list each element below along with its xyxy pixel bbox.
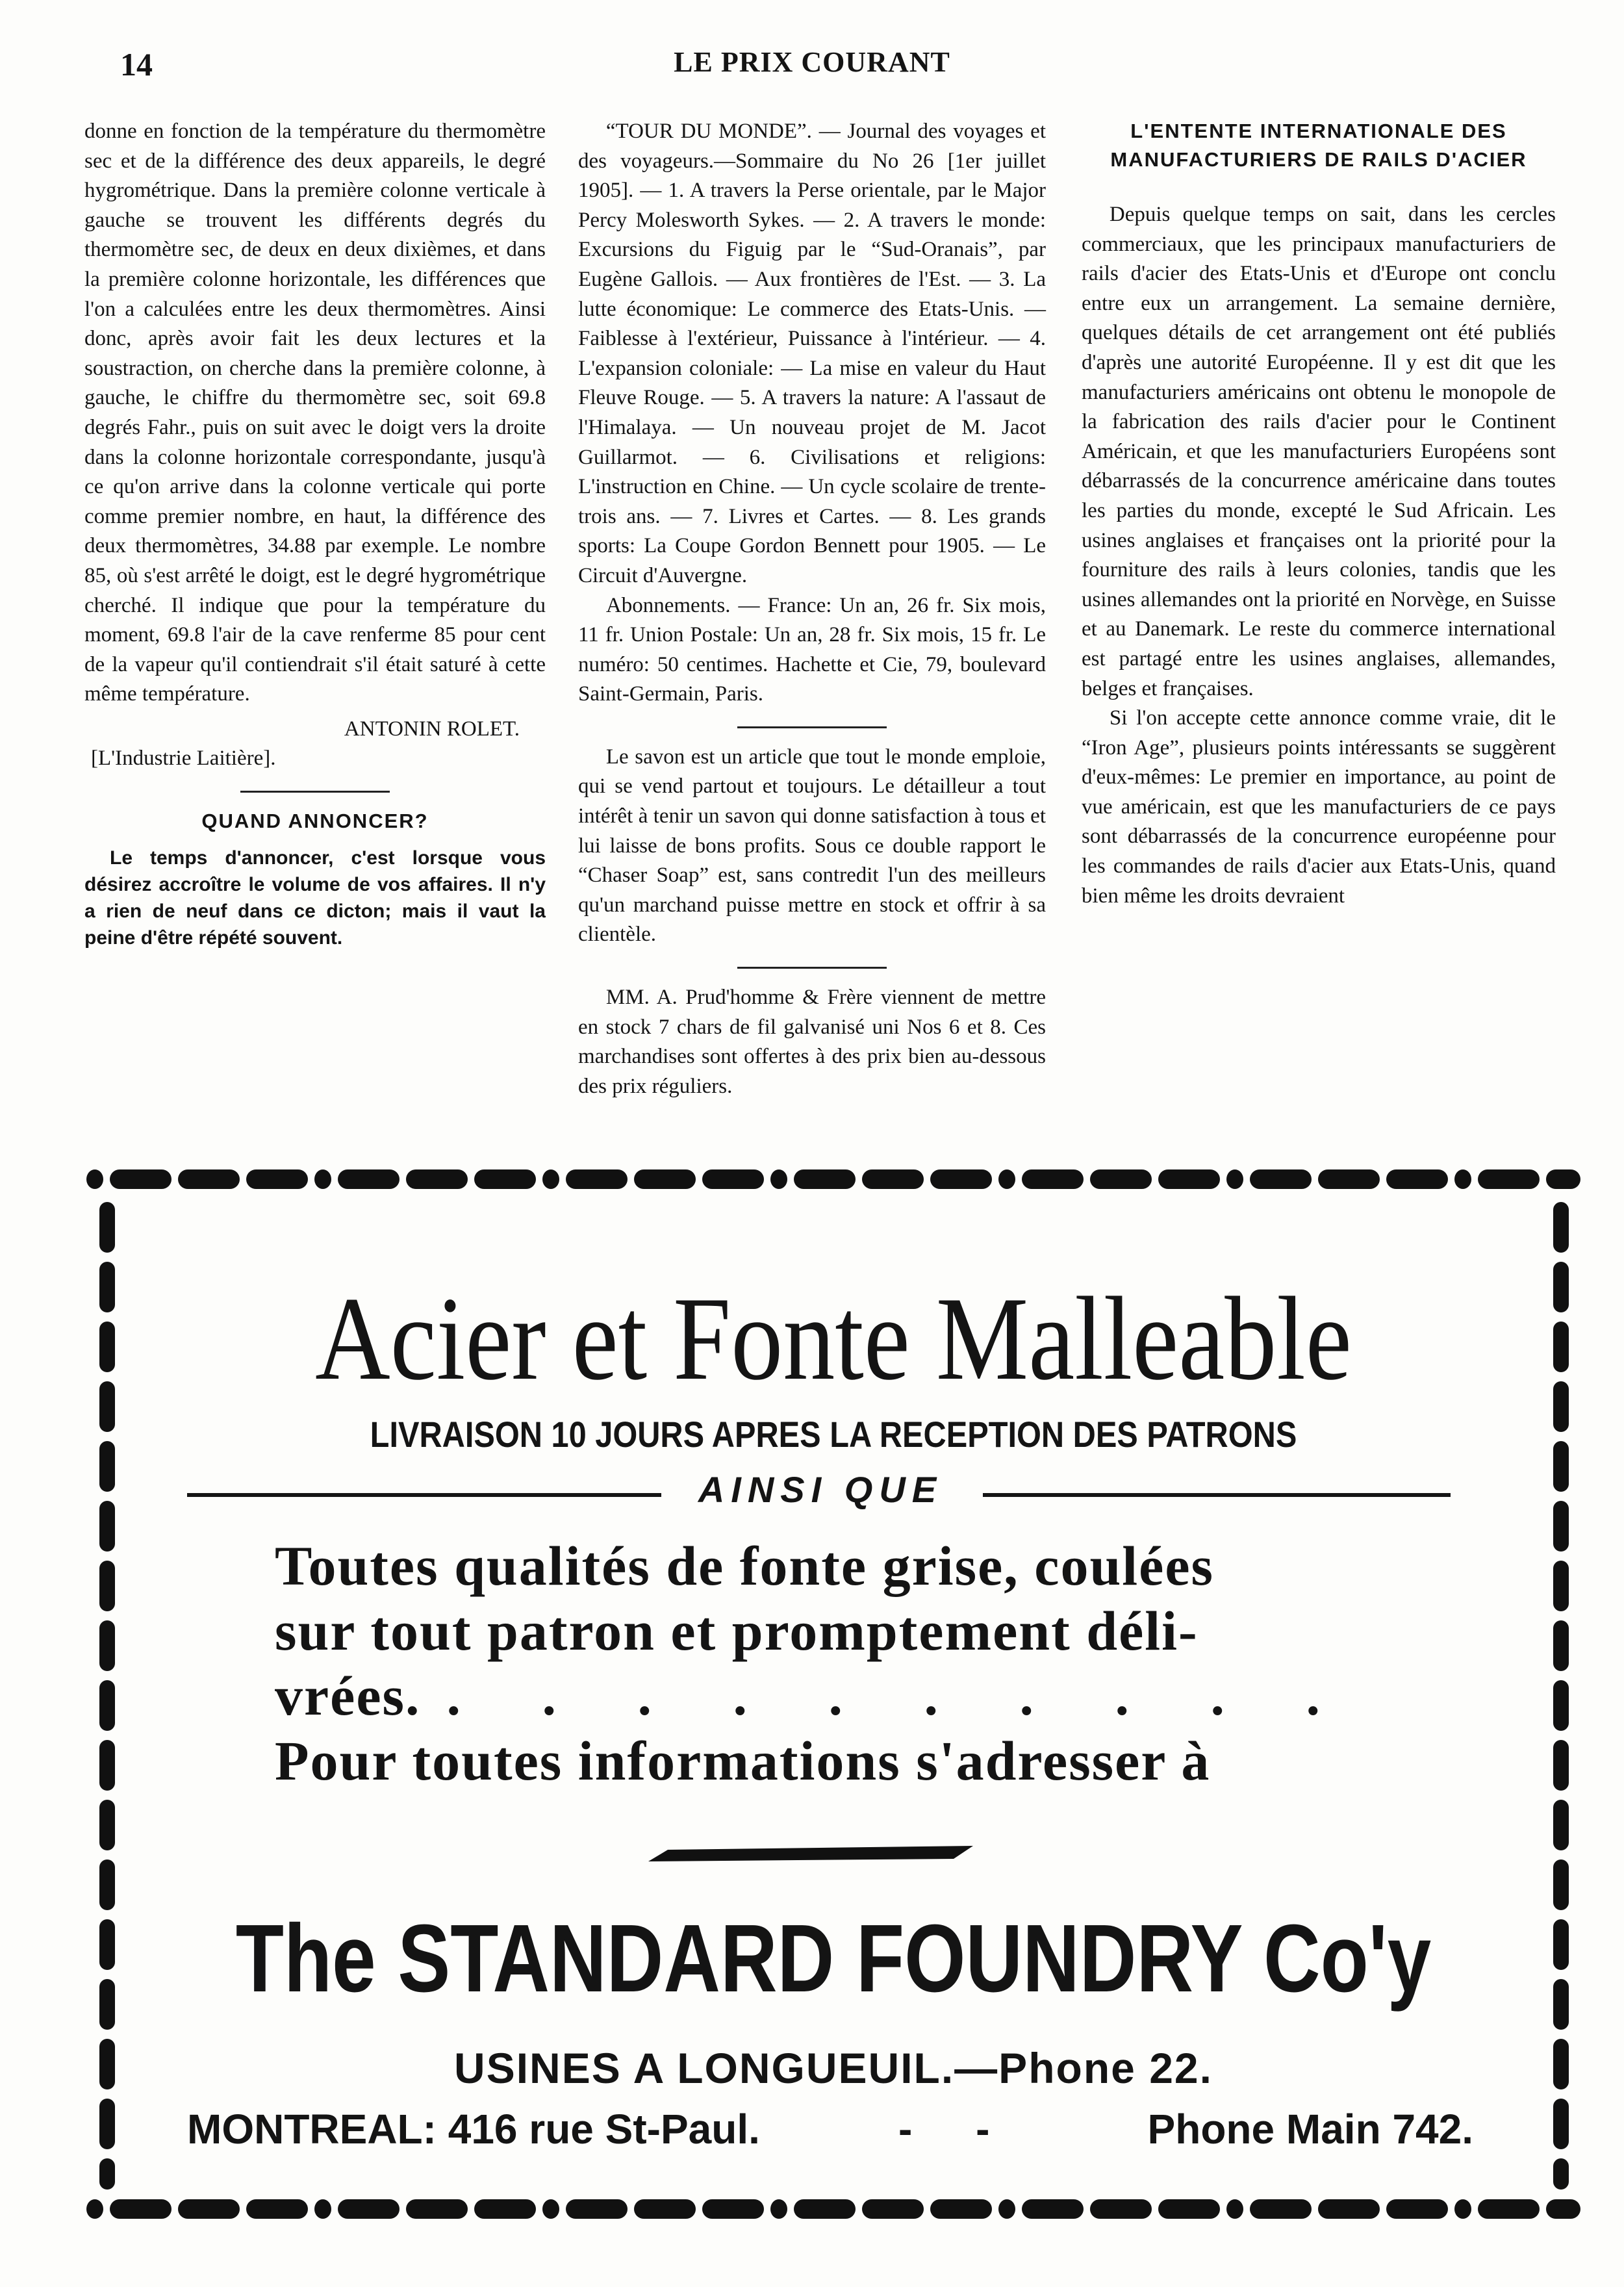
ad-body (275, 1533, 1509, 1793)
border-dash (1158, 1169, 1220, 1189)
border-dash (99, 1859, 115, 1910)
border-dash (1553, 1561, 1569, 1611)
advertisement (86, 1169, 1580, 2222)
border-dash (1553, 1262, 1569, 1312)
border-dash (246, 2199, 308, 2219)
border-dash (314, 1169, 331, 1189)
border-dash (1090, 1169, 1152, 1189)
border-dash (99, 1501, 115, 1552)
ad-company-name: The STANDARD FOUNDRY Co'y (235, 1905, 1432, 2012)
paragraph: “TOUR DU MONDE”. — Journal des voyages et des voyageurs.—Sommaire du No 26 [1er juillet 1905]. — 1. A travers la Perse orientale, par le Major Percy Molesworth Sykes. — 2. A travers le monde: Excursions du Figuig par le “Sud-Oranais”, par Eugène Gallois. — Aux frontières de l'Est. — 3. La lutte économique: Le commerce des Etats-Unis. — Faiblesse à l'extérieur, Puissance à l'intérieur. — 4. L'expansion coloniale: — La mise en valeur du Haut Fleuve Rouge. — 5. A travers la nature: A l'assaut de l'Himalaya. — Un nouveau projet de M. Jacot Guillarmot. — 6. Civilisations et religions: L'instruction en Chine. — Un cycle scolaire de trente-trois ans. — 7. Livres et Cartes. — 8. Les grands sports: La Coupe Gordon Bennett pour 1905. — Le Circuit d'Auvergne. (578, 120, 1046, 587)
border-dash (1553, 1501, 1569, 1552)
separator-rule (240, 791, 390, 793)
column-3 (1082, 117, 1556, 911)
border-dash (99, 1800, 115, 1850)
source-credit: [L'Industrie Laitière]. (91, 747, 276, 771)
separator-rule (737, 967, 887, 969)
paragraph: Le savon est un article que tout le monde emploie, qui se vend partout et toujours. Le détailleur a tout intérêt à tenir un savon qui donne satisfaction à tous et lui laisse de bons profits. Sous ce double rapport le “Chaser Soap” est, sans contredit l'un des meilleurs qu'un marchand puisse mettre en stock et offrir à sa clientèle. (578, 745, 1046, 947)
border-dash (1318, 1169, 1380, 1189)
running-title: LE PRIX COURANT (674, 46, 950, 78)
border-dash (1478, 1169, 1540, 1189)
border-dash (1553, 1740, 1569, 1791)
border-dash (99, 1441, 115, 1492)
page-number: 14 (120, 46, 153, 83)
ad-phone: Phone Main 742. (1147, 2106, 1473, 2153)
paragraph: donne en fonction de la température du thermomètre sec et de la différence des deux appareils, le degré hygrométrique. Dans la première colonne verticale à gauche se trouvent les différents degrés du thermomètre sec, de deux en deux dixièmes, et dans la première colonne horizontale, les différences que l'on a calculées entre les deux thermomètres. Ainsi donc, après avoir fait les deux lectures et la soustraction, on cherche dans la première colonne, à gauche, le chiffre du thermomètre sec, soit 69.8 degrés Fahr., puis on suit avec le doigt vers la droite dans la colonne horizontale correspondante, jusqu'à ce qu'on arrive dans la colonne verticale qui porte comme premier nombre, en haut, la différence des deux thermomètres, 34.88 par exemple. Le nombre 85, où s'est arrêté le doigt, est le degré hygrométrique cherché. Il indique que pour la température du moment, 69.8 l'air de la cave renferme 85 pour cent de la vapeur qu'il contiendrait s'il était saturé à cette même température. (84, 120, 546, 706)
ad-body-line: sur tout patron et promptement déli- (275, 1600, 1199, 1662)
border-dash (1553, 1441, 1569, 1492)
border-dash (566, 1169, 628, 1189)
border-dash (1553, 1979, 1569, 2030)
border-dash (1226, 2199, 1243, 2219)
ad-contact-line: Pour toutes informations s'adresser à (275, 1730, 1211, 1792)
border-dash (1553, 1620, 1569, 1671)
ad-works-line: USINES A LONGUEUIL.—Phone 22. (454, 2044, 1213, 2092)
section-text: Le temps d'annoncer, c'est lorsque vous désirez accroître le volume de vos affaires. Il n'y a rien de neuf dans ce dicton; mais il vaut la peine d'être répété souvent. (84, 847, 546, 949)
border-dash (1454, 2199, 1471, 2219)
paragraph: Si l'on accepte cette annonce comme vraie, dit le “Iron Age”, plusieurs points intéressants se suggèrent d'eux-mêmes: Le premier en importance, au point de vue américain, est que les manufacturiers de ce pays sont débarrassés de la concurrence européenne pour les commandes de rails d'acier aux Etats-Unis, quand bien même les droits devraient (1082, 706, 1556, 908)
border-dash (246, 1169, 308, 1189)
border-dash (1386, 1169, 1448, 1189)
section-heading: QUAND ANNONCER? (201, 810, 429, 833)
border-dash (862, 1169, 924, 1189)
border-dash (542, 1169, 559, 1189)
border-dash (474, 1169, 536, 1189)
ad-headline: Acier et Fonte Malleable (315, 1272, 1352, 1405)
border-dash (99, 1740, 115, 1791)
border-dash (634, 1169, 696, 1189)
border-dash (1090, 2199, 1152, 2219)
border-dash (1226, 1169, 1243, 1189)
border-dash (1553, 1381, 1569, 1432)
ad-body-dots: . . . . . . . . . . (446, 1665, 1354, 1727)
border-dash (1553, 1800, 1569, 1850)
border-dash (1386, 2199, 1448, 2219)
border-dash (930, 1169, 992, 1189)
border-dash (99, 1680, 115, 1731)
ad-body-line: Toutes qualités de fonte grise, coulées (275, 1535, 1214, 1597)
border-dash (1546, 1169, 1580, 1189)
border-dash (1318, 2199, 1380, 2219)
border-dash (99, 1381, 115, 1432)
border-dash (1553, 1202, 1569, 1253)
border-dash (1022, 2199, 1084, 2219)
column-1 (84, 117, 546, 951)
border-dash (1546, 2199, 1580, 2219)
border-dash (1553, 1859, 1569, 1910)
border-dash (99, 1979, 115, 2030)
border-dash (86, 2199, 103, 2219)
border-dash (178, 1169, 240, 1189)
border-dash (770, 2199, 787, 2219)
paragraph: MM. A. Prud'homme & Frère viennent de mettre en stock 7 chars de fil galvanisé uni Nos 6 et 8. Ces marchandises sont offertes à des prix bien au-dessous des prix réguliers. (578, 986, 1046, 1098)
border-dash (1553, 1680, 1569, 1731)
border-dash (338, 2199, 400, 2219)
border-dash (178, 2199, 240, 2219)
border-dash (1022, 1169, 1084, 1189)
ad-separator: - - (898, 2106, 1016, 2153)
paragraph: Depuis quelque temps on sait, dans les cercles commerciaux, que les principaux manufacturiers de rails d'acier des Etats-Unis et d'Europe ont conclu entre eux un arrangement. La semaine dernière, quelques détails de cet arrangement ont été publiés d'après une autorité Européenne. Il y est dit que les manufacturiers américains ont obtenu le monopole de la fabrication des rails d'acier pour le Continent Américain, et que les manufacturiers Européens sont débarrassés de la concurrence américaine dans toutes les parties du monde, excepté le Sud Africain. Les usines anglaises et françaises ont la priorité pour la fourniture des rails à leurs colonies, tandis que les usines allemandes ont la priorité en Norvège, en Suisse et au Danemark. Le reste du commerce international est partagé entre les usines anglaises, allemandes, belges et françaises. (1082, 203, 1556, 700)
ad-connector-row (187, 1468, 1454, 1520)
border-dash (99, 1561, 115, 1611)
border-dash (542, 2199, 559, 2219)
border-dash (99, 2158, 115, 2190)
border-dash (338, 1169, 400, 1189)
border-dash (1250, 1169, 1312, 1189)
border-dash (406, 2199, 468, 2219)
border-dash (566, 2199, 628, 2219)
column-2 (578, 117, 1046, 1101)
border-dash (1553, 1322, 1569, 1372)
border-dash (862, 2199, 924, 2219)
border-dash (99, 1919, 115, 1970)
border-dash (1454, 1169, 1471, 1189)
border-dash (702, 1169, 764, 1189)
border-dash (110, 2199, 171, 2219)
ad-body-line: vrées. (275, 1665, 421, 1727)
border-dash (99, 1262, 115, 1312)
border-dash (406, 1169, 468, 1189)
ad-delivery-line: LIVRAISON 10 JOURS APRES LA RECEPTION DES PATRONS (370, 1414, 1297, 1455)
swash-ornament (642, 1842, 980, 1868)
ad-connector: AINSI QUE (698, 1469, 943, 1510)
border-dash (1553, 2099, 1569, 2149)
border-dash (770, 1169, 787, 1189)
border-dash (110, 1169, 171, 1189)
border-dash (1553, 1919, 1569, 1970)
border-dash (86, 1169, 103, 1189)
border-dash (1250, 2199, 1312, 2219)
article-heading: L'ENTENTE INTERNATIONALE DES MANUFACTURIERS DE RAILS D'ACIER (1110, 120, 1527, 171)
ad-address: MONTREAL: 416 rue St-Paul. (187, 2106, 760, 2153)
border-dash (1553, 2158, 1569, 2190)
border-dash (474, 2199, 536, 2219)
border-dash (1158, 2199, 1220, 2219)
border-dash (1478, 2199, 1540, 2219)
border-dash (702, 2199, 764, 2219)
border-dash (930, 2199, 992, 2219)
author-byline: ANTONIN ROLET. (344, 717, 520, 741)
border-dash (634, 2199, 696, 2219)
separator-rule (737, 726, 887, 728)
border-dash (998, 1169, 1015, 1189)
border-dash (794, 2199, 856, 2219)
border-dash (99, 1202, 115, 1253)
border-dash (794, 1169, 856, 1189)
border-dash (99, 2099, 115, 2149)
border-dash (99, 1322, 115, 1372)
border-dash (998, 2199, 1015, 2219)
border-dash (314, 2199, 331, 2219)
border-dash (99, 1620, 115, 1671)
paragraph: Abonnements. — France: Un an, 26 fr. Six mois, 11 fr. Union Postale: Un an, 28 fr. Six mois, 15 fr. Le numéro: 50 centimes. Hachette et Cie, 79, boulevard Saint-Germain, Paris. (578, 593, 1046, 706)
